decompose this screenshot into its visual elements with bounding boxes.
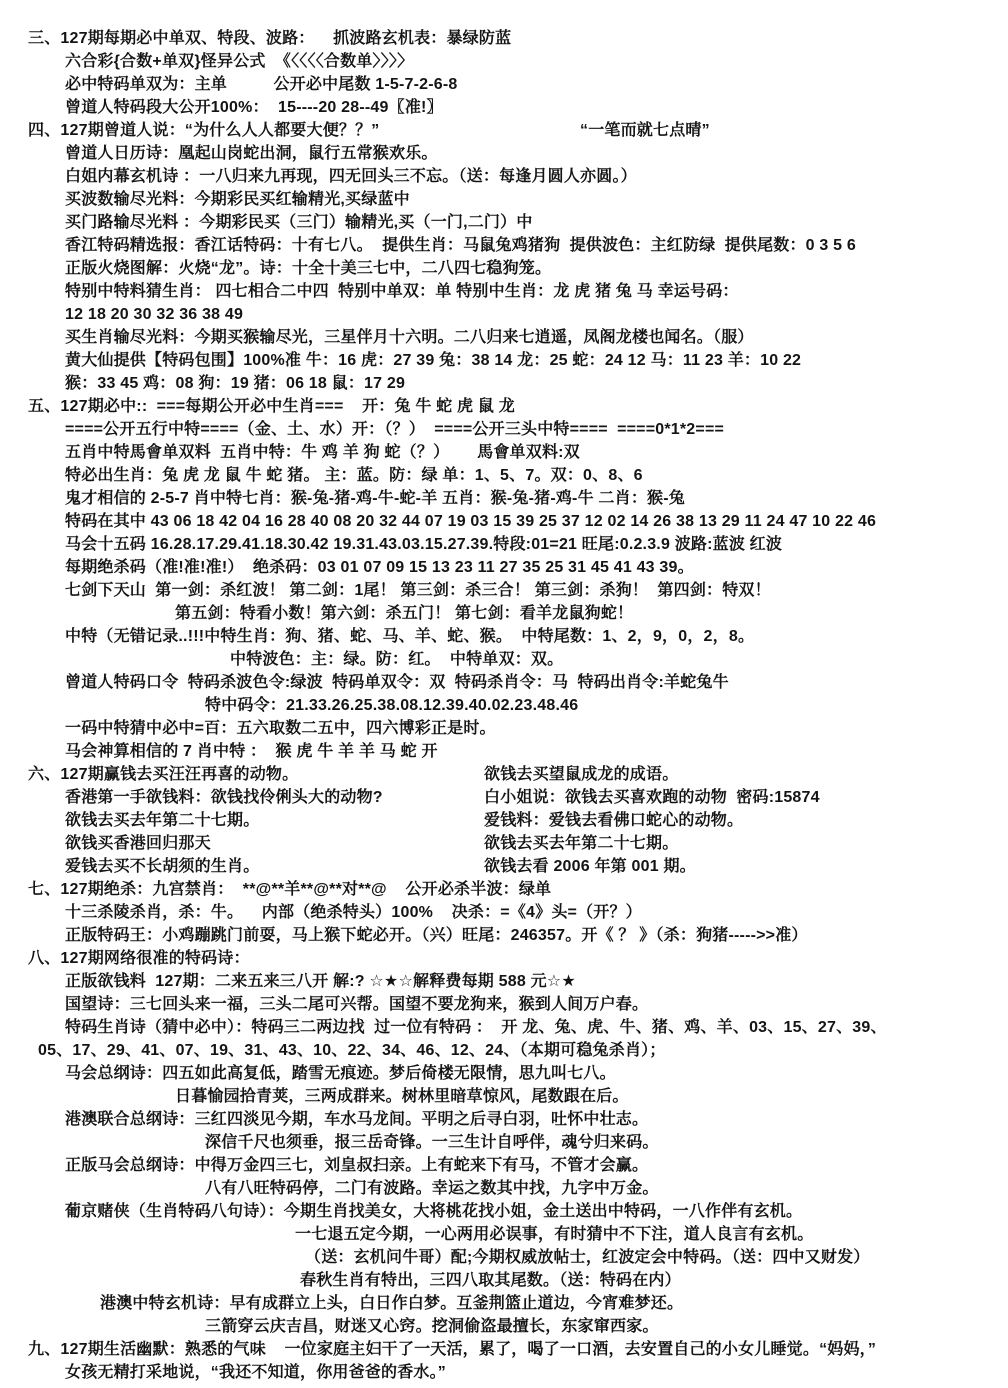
text-line xyxy=(0,188,1008,211)
text-line-content: 中特波色：主：绿。防：红。 中特单双：双。 xyxy=(230,651,564,668)
text-line-content: 港澳中特玄机诗：早有成群立上头，白日作白梦。互釜荆篮止道边，今宵难梦还。 xyxy=(100,1295,684,1312)
text-line xyxy=(0,487,1008,510)
text-line xyxy=(0,993,1008,1016)
text-line-content: 十三杀陵杀肖，杀：牛。 内部（绝杀特头）100% 决杀：=《4》头=（开？） xyxy=(65,904,642,921)
text-line xyxy=(0,1223,1008,1246)
text-line xyxy=(0,165,1008,188)
text-line-content: 五、127期必中:: ===每期公开必中生肖=== 开：兔 牛 蛇 虎 鼠 龙 xyxy=(28,398,515,415)
text-line-content: 三、127期每期必中单双、特段、波路： 抓波路玄机表：暴绿防蓝 xyxy=(28,30,512,47)
text-line xyxy=(0,395,1008,418)
text-line-content: 中特（无错记录..!!!中特生肖：狗、猪、蛇、马、羊、蛇、猴。 中特尾数：1、2，9，0，2，8。 xyxy=(65,628,755,645)
text-line xyxy=(0,211,1008,234)
text-line xyxy=(0,50,1008,73)
text-line xyxy=(0,142,1008,165)
text-line xyxy=(0,1200,1008,1223)
text-line xyxy=(0,1062,1008,1085)
text-line-right-column: 欲钱去买望鼠成龙的成语。 xyxy=(484,766,679,783)
text-line xyxy=(0,763,1008,786)
text-line-content: 12 18 20 30 32 36 38 49 xyxy=(65,306,244,323)
text-line xyxy=(0,878,1008,901)
text-line xyxy=(0,1177,1008,1200)
text-line xyxy=(0,717,1008,740)
text-line xyxy=(0,510,1008,533)
text-line xyxy=(0,1016,1008,1039)
text-line-right-column: 欲钱去买去年第二十七期。 xyxy=(484,835,679,852)
text-line-content: 买波数输尽光料：今期彩民买红输精光,买绿蓝中 xyxy=(65,191,410,208)
text-line-right-column: 欲钱去看 2006 年第 001 期。 xyxy=(484,858,696,875)
text-line-content: 香港第一手欲钱料：欲钱找伶俐头大的动物? xyxy=(65,789,383,806)
text-line xyxy=(0,832,1008,855)
text-line xyxy=(0,924,1008,947)
text-line-content: 特必出生肖：兔 虎 龙 鼠 牛 蛇 猪。 主：蓝。防：绿 单：1、5、7。双：0、8、6 xyxy=(65,467,643,484)
text-line-content: 猴：33 45 鸡：08 狗：19 猪：06 18 鼠：17 29 xyxy=(65,375,406,392)
text-line-content: 买生肖输尽光料：今期买猴输尽光，三星伴月十六明。二八归来七逍遥，凤阁龙楼也闻名。（服） xyxy=(65,329,754,346)
text-line xyxy=(0,1269,1008,1292)
text-line-content: 马会神算相信的 7 肖中特 ： 猴 虎 牛 羊 羊 马 蛇 开 xyxy=(65,743,438,760)
text-line xyxy=(0,1246,1008,1269)
text-line-content: 八、127期网络很准的特码诗： xyxy=(28,950,250,967)
text-line xyxy=(0,947,1008,970)
text-line xyxy=(0,73,1008,96)
text-line-content: ====公开五行中特====（金、土、水）开：（？） ====公开三头中特==== ====0*1*2=== xyxy=(65,421,725,438)
text-line xyxy=(0,1131,1008,1154)
text-line-content: 八有八旺特码停，二门有波路。幸运之数其中找，九字中万金。 xyxy=(205,1180,659,1197)
text-line-content: 四、127期曾道人说：“为什么人人都要大便？？” xyxy=(28,122,380,139)
text-line-content: 深信千尺也须垂，报三岳奇锋。一三生计自呼伴，魂兮归来码。 xyxy=(205,1134,659,1151)
text-line xyxy=(0,326,1008,349)
text-line xyxy=(0,602,1008,625)
text-line-content: 鬼才相信的 2-5-7 肖中特七肖：猴-兔-猪-鸡-牛-蛇-羊 五肖：猴-兔-猪-鸡-牛 二肖：猴-兔 xyxy=(65,490,685,507)
text-line xyxy=(0,671,1008,694)
text-line-content: 香江特码精选报：香江话特码：十有七八。 提供生肖：马鼠兔鸡猪狗 提供波色：主红防绿 提供尾数：0 3 5 6 xyxy=(65,237,857,254)
text-line xyxy=(0,1338,1008,1361)
text-line-content: 国望诗：三七回头来一福，三头二尾可兴帮。国望不要龙狗来，猴到人间万户春。 xyxy=(65,996,649,1013)
text-line-content: 一七退五定今期，一心两用必误事，有时猜中不下注，道人良言有玄机。 xyxy=(295,1226,814,1243)
text-line-content: 白姐内幕玄机诗 ：一八归来九再现，四无回头三不忘。（送：每逢月圆人亦圆。） xyxy=(65,168,637,185)
text-line-content: 必中特码单双为：主单 公开必中尾数 1-5-7-2-6-8 xyxy=(65,76,458,93)
text-line-content: 曾道人特码口令 特码杀波色令:绿波 特码单双令：双 特码杀肖令：马 特码出肖令:羊蛇兔牛 xyxy=(65,674,729,691)
text-line xyxy=(0,418,1008,441)
text-line xyxy=(0,119,1008,142)
text-line-content: 05、17、29、41、07、19、31、43、10、22、34、46、12、24、（本期可稳兔杀肖）； xyxy=(38,1042,666,1059)
text-line-content: 七、127期绝杀：九宫禁肖： **@**羊**@**对**@ 公开必杀半波：绿单 xyxy=(28,881,552,898)
text-line-content: （送：玄机问牛哥）配;今期权威放帖士，红波定会中特码。（送：四中又财发） xyxy=(305,1249,870,1266)
text-line-content: 女孩无精打采地说，“我还不知道，你用爸爸的香水。” xyxy=(65,1364,447,1381)
text-line-content: 正版火烧图解：火烧“龙”。诗：十全十美三七中，二八四七稳狗笼。 xyxy=(65,260,552,277)
text-line-right-column: 爱钱料：爱钱去看佛口蛇心的动物。 xyxy=(484,812,744,829)
text-line-content: 特别中特料猜生肖： 四七相合二中四 特别中单双：单 特别中生肖：龙 虎 猪 兔 马 幸运号码： xyxy=(65,283,739,300)
text-line-content: 春秋生肖有特出，三四八取其尾数。（送：特码在内） xyxy=(300,1272,681,1289)
text-line-content: 每期绝杀码（准!准!准!） 绝杀码：03 01 07 09 15 13 23 11 27 35 25 31 45 41 43 39。 xyxy=(65,559,694,576)
text-line xyxy=(0,1361,1008,1384)
text-line-right-column: “一笔而就七点晴” xyxy=(580,122,710,139)
text-line-content: 特中码令：21.33.26.25.38.08.12.39.40.02.23.48.46 xyxy=(205,697,579,714)
text-line xyxy=(0,234,1008,257)
text-line-content: 曾道人特码段大公开100%： 15----20 28--49〖准!〗 xyxy=(65,99,443,116)
text-line-content: 爱钱去买不长胡须的生肖。 xyxy=(65,858,260,875)
text-line xyxy=(0,280,1008,303)
text-line xyxy=(0,556,1008,579)
text-line-content: 六、127期赢钱去买汪汪再喜的动物。 xyxy=(28,766,299,783)
text-line-content: 黄大仙提供【特码包围】100%准 牛：16 虎：27 39 兔：38 14 龙：25 蛇：24 12 马：11 23 羊：10 22 xyxy=(65,352,802,369)
text-line xyxy=(0,970,1008,993)
text-line xyxy=(0,464,1008,487)
text-line-content: 三箭穿云庆吉昌，财迷又心窍。挖洞偷盗最擅长，东家窜西家。 xyxy=(205,1318,659,1335)
text-line xyxy=(0,648,1008,671)
text-line xyxy=(0,809,1008,832)
text-line xyxy=(0,96,1008,119)
text-line-content: 买门路输尽光料 ：今期彩民买（三门）输精光,买（一门,二门）中 xyxy=(65,214,533,231)
text-line xyxy=(0,901,1008,924)
text-line xyxy=(0,1292,1008,1315)
text-line-content: 欲钱去买去年第二十七期。 xyxy=(65,812,260,829)
text-line-content: 曾道人日历诗：凰起山岗蛇出洞，鼠行五常猴欢乐。 xyxy=(65,145,438,162)
text-line-content: 第五剑：特看小数！第六剑：杀五门！ 第七剑：看羊龙鼠狗蛇！ xyxy=(175,605,634,622)
text-line xyxy=(0,441,1008,464)
text-line xyxy=(0,740,1008,763)
text-line-content: 日暮愉园拾青荚，三两成群来。树林里暗草惊风，尾数跟在后。 xyxy=(175,1088,629,1105)
text-line-content: 七剑下天山 第一剑：杀红波！ 第二剑：1尾！ 第三剑：杀三合！ 第三剑：杀狗！ 第四剑：特双！ xyxy=(65,582,771,599)
text-line-content: 特码在其中 43 06 18 42 04 16 28 40 08 20 32 44 07 19 03 15 39 25 37 12 02 14 26 38 13 29 11 24 47 10 22 46 xyxy=(65,513,877,530)
text-line-content: 六合彩{合数+单双}怪异公式 《〈〈〈〈合数单〉〉〉〉 xyxy=(65,53,414,70)
text-line xyxy=(0,579,1008,602)
document-body xyxy=(0,27,1008,1384)
text-line xyxy=(0,1108,1008,1131)
text-line xyxy=(0,27,1008,50)
text-line-content: 葡京赌侠（生肖特码八句诗）：今期生肖找美女，大将桃花找小姐，金土送出中特码，一八作伴有玄机。 xyxy=(65,1203,803,1220)
text-line-content: 欲钱买香港回归那天 xyxy=(65,835,211,852)
text-line-content: 正版马会总纲诗：中得万金四三七，刘皇叔扫亲。上有蛇来下有马，不管才会赢。 xyxy=(65,1157,649,1174)
text-line xyxy=(0,1085,1008,1108)
text-line-right-column: 白小姐说：欲钱去买喜欢跑的动物 密码:15874 xyxy=(484,789,820,806)
text-line xyxy=(0,1039,1008,1062)
text-line-content: 五肖中特馬會单双料 五肖中特：牛 鸡 羊 狗 蛇（？） 馬會单双料:双 xyxy=(65,444,580,461)
text-line-content: 正版欲钱料 127期：二来五来三八开 解:? ☆★☆解释费每期 588 元☆★ xyxy=(65,973,576,990)
text-line-content: 港澳联合总纲诗：三红四淡见今期，车水马龙间。平明之后寻白羽，吐怀中壮志。 xyxy=(65,1111,649,1128)
text-line xyxy=(0,349,1008,372)
text-line-content: 九、127期生活幽默：熟悉的气味 一位家庭主妇干了一天活，累了，喝了一口酒，去安置自己的小女儿睡觉。“妈妈，” xyxy=(28,1341,877,1358)
text-line-content: 马会总纲诗：四五如此高复低，踏雪无痕迹。梦后倚楼无限情，思九叫七八。 xyxy=(65,1065,616,1082)
text-line xyxy=(0,533,1008,556)
text-line-content: 马会十五码 16.28.17.29.41.18.30.42 19.31.43.03.15.27.39.特段:01=21 旺尾:0.2.3.9 波路:蓝波 红波 xyxy=(65,536,783,553)
text-line-content: 特码生肖诗（猜中必中）：特码三二两边找 过一位有特码 ： 开 龙、兔、虎、牛、猪、鸡、羊、03、15、27、39、 xyxy=(65,1019,887,1036)
text-line xyxy=(0,257,1008,280)
text-line xyxy=(0,786,1008,809)
text-line xyxy=(0,855,1008,878)
text-line-content: 正版特码王：小鸡蹦跳门前耍，马上猴下蛇必开。（兴）旺尾：246357。开《 ？ 》（杀：狗猪----->>准） xyxy=(65,927,808,944)
text-line xyxy=(0,1154,1008,1177)
text-line-content: 一码中特猜中必中=百：五六取数二五中，四六博彩正是时。 xyxy=(65,720,496,737)
text-line xyxy=(0,372,1008,395)
text-line xyxy=(0,694,1008,717)
text-line xyxy=(0,1315,1008,1338)
text-line xyxy=(0,625,1008,648)
text-line xyxy=(0,303,1008,326)
